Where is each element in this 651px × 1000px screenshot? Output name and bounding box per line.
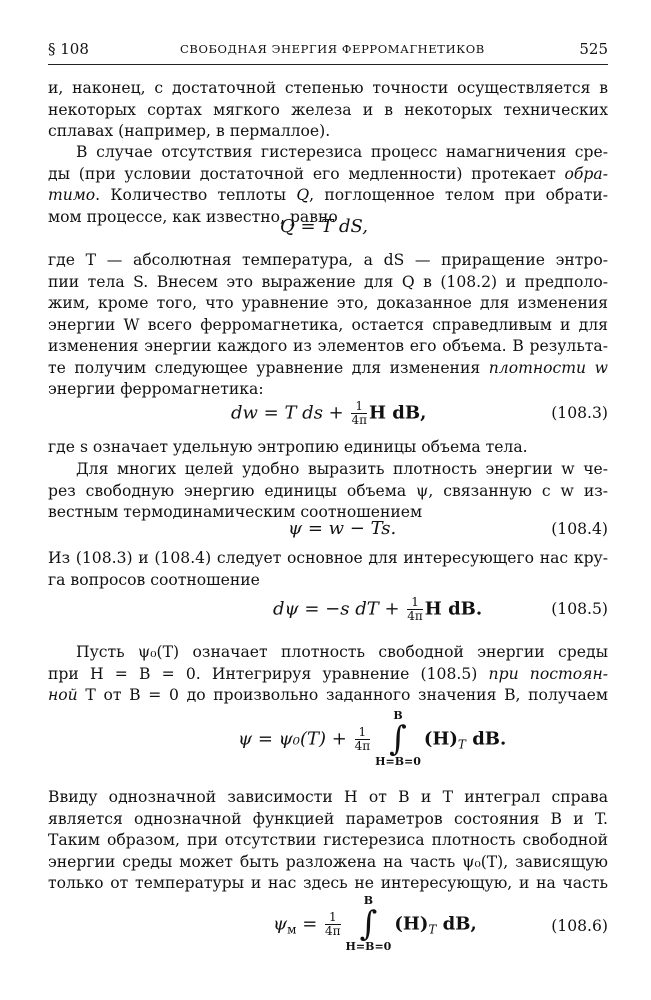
formula: ψ = ψ₀(T) + $\frac{1}{4\pi}$ B ∫ $H=B=0(H)_T$ dB.: [238, 709, 507, 768]
text-line: энергии ферромагнетика:: [48, 380, 264, 398]
section-number: § 108: [48, 40, 89, 58]
formula: $\psi_м$ = $\frac{1}{4\pi}$ B ∫ $H=B=0(H)_T$ dB,: [273, 894, 477, 953]
text-line: Пусть ψ₀(T) означает плотность свободной энергии среды: [76, 643, 608, 661]
text-line: и, наконец, с достаточной степенью точности осуществляется в: [48, 79, 608, 97]
text-line: изменения энергии каждого из элементов его объема. В результа-: [48, 337, 608, 355]
text-line: некоторых сортах мягкого железа и в некоторых технических: [48, 100, 608, 119]
text-line: рез свободную энергию единицы объема ψ, связанную с w из-: [48, 481, 608, 500]
text-line: Таким образом, при отсутствии гистерезиса плотность свободной: [48, 831, 608, 849]
fraction: $\frac{1}{4\pi}$: [354, 724, 371, 753]
paragraph-3: [48, 250, 608, 401]
text-line: тимо. Количество теплоты Q, поглощенное телом при обрати-: [48, 186, 608, 204]
text-line: вестным термодинамическим соотношением: [48, 503, 423, 521]
paragraph-7: [48, 642, 608, 707]
equation-108-5: [48, 592, 608, 632]
equation-number: (108.4): [551, 520, 608, 538]
text-line: Для многих целей удобно выразить плотность энергии w че-: [76, 460, 608, 478]
page-number: 525: [579, 40, 608, 58]
paragraph-6: [48, 548, 608, 591]
text-line: где T — абсолютная температура, а dS — приращение энтро-: [48, 251, 608, 269]
equation-108-3: [48, 396, 608, 436]
text-line: где s означает удельную энтропию единицы объема тела.: [48, 438, 528, 456]
text-line: В случае отсутствия гистерезиса процесс намагничения сре-: [76, 143, 608, 161]
text-line: мом процессе, как известно, равно: [48, 207, 338, 226]
formula: dψ = −s dT + $\frac{1}{4\pi}$ H dB.: [273, 595, 483, 623]
running-header: [48, 38, 608, 60]
formula: dw = T ds + $\frac{1}{4\pi}$ H dB,: [231, 399, 427, 427]
text-line: ды (при условии достаточной его медленности) протекает обра-: [48, 164, 608, 183]
text-line: энергии среды может быть разложена на часть ψ₀(T), зависящую: [48, 852, 608, 871]
integral-sign: B ∫ H=B=0: [345, 894, 392, 953]
text-line: ной T от B = 0 до произвольно заданного значения B, получаем: [48, 686, 608, 704]
text-line: га вопросов соотношение: [48, 570, 260, 589]
equation-number: (108.6): [551, 917, 608, 935]
fraction: $\frac{1}{4\pi}$: [407, 595, 423, 623]
text-line: энергии W всего ферромагнетика, остается справедливым и для: [48, 315, 608, 334]
integral-sign: B ∫ H=B=0: [375, 709, 421, 768]
equation-108-6: [48, 895, 608, 967]
equation-heat: [48, 216, 608, 246]
text-line: те получим следующее уравнение для изменения плотности w: [48, 358, 608, 377]
equation-number: (108.5): [551, 600, 608, 618]
paragraph-1: [48, 78, 608, 143]
text-line: Ввиду однозначной зависимости H от B и T интеграл справа: [48, 788, 608, 806]
text-line: жим, кроме того, что уравнение это, доказанное для изменения: [48, 294, 608, 312]
text-line: при H = B = 0. Интегрируя уравнение (108.5) при постоян-: [48, 664, 609, 683]
equation-psi-integral: [48, 710, 608, 782]
formula: Q = T dS,: [280, 216, 368, 237]
fraction: $\frac{1}{4\pi}$: [351, 399, 367, 427]
formula: ψ = w − Ts.: [288, 518, 397, 539]
text-line: сплавах (например, в пермаллое).: [48, 122, 331, 140]
text-line: является однозначной функцией параметров состояния B и T.: [48, 809, 608, 828]
equation-108-4: [48, 516, 608, 546]
text-line: Из (108.3) и (108.4) следует основное для интересующего нас кру-: [48, 549, 608, 567]
paragraph-4: [48, 437, 608, 459]
equation-number: (108.3): [551, 404, 608, 422]
paragraph-8: [48, 787, 608, 895]
running-title: СВОБОДНАЯ ЭНЕРГИЯ ФЕРРОМАГНЕТИКОВ: [180, 42, 485, 56]
header-rule: [48, 64, 608, 65]
text-line: пии тела S. Внесем это выражение для Q в (108.2) и предполо-: [48, 272, 608, 291]
paragraph-5: [48, 459, 608, 524]
text-line: только от температуры и нас здесь не интересующую, и на часть: [48, 874, 608, 892]
fraction: $\frac{1}{4\pi}$: [325, 909, 341, 938]
